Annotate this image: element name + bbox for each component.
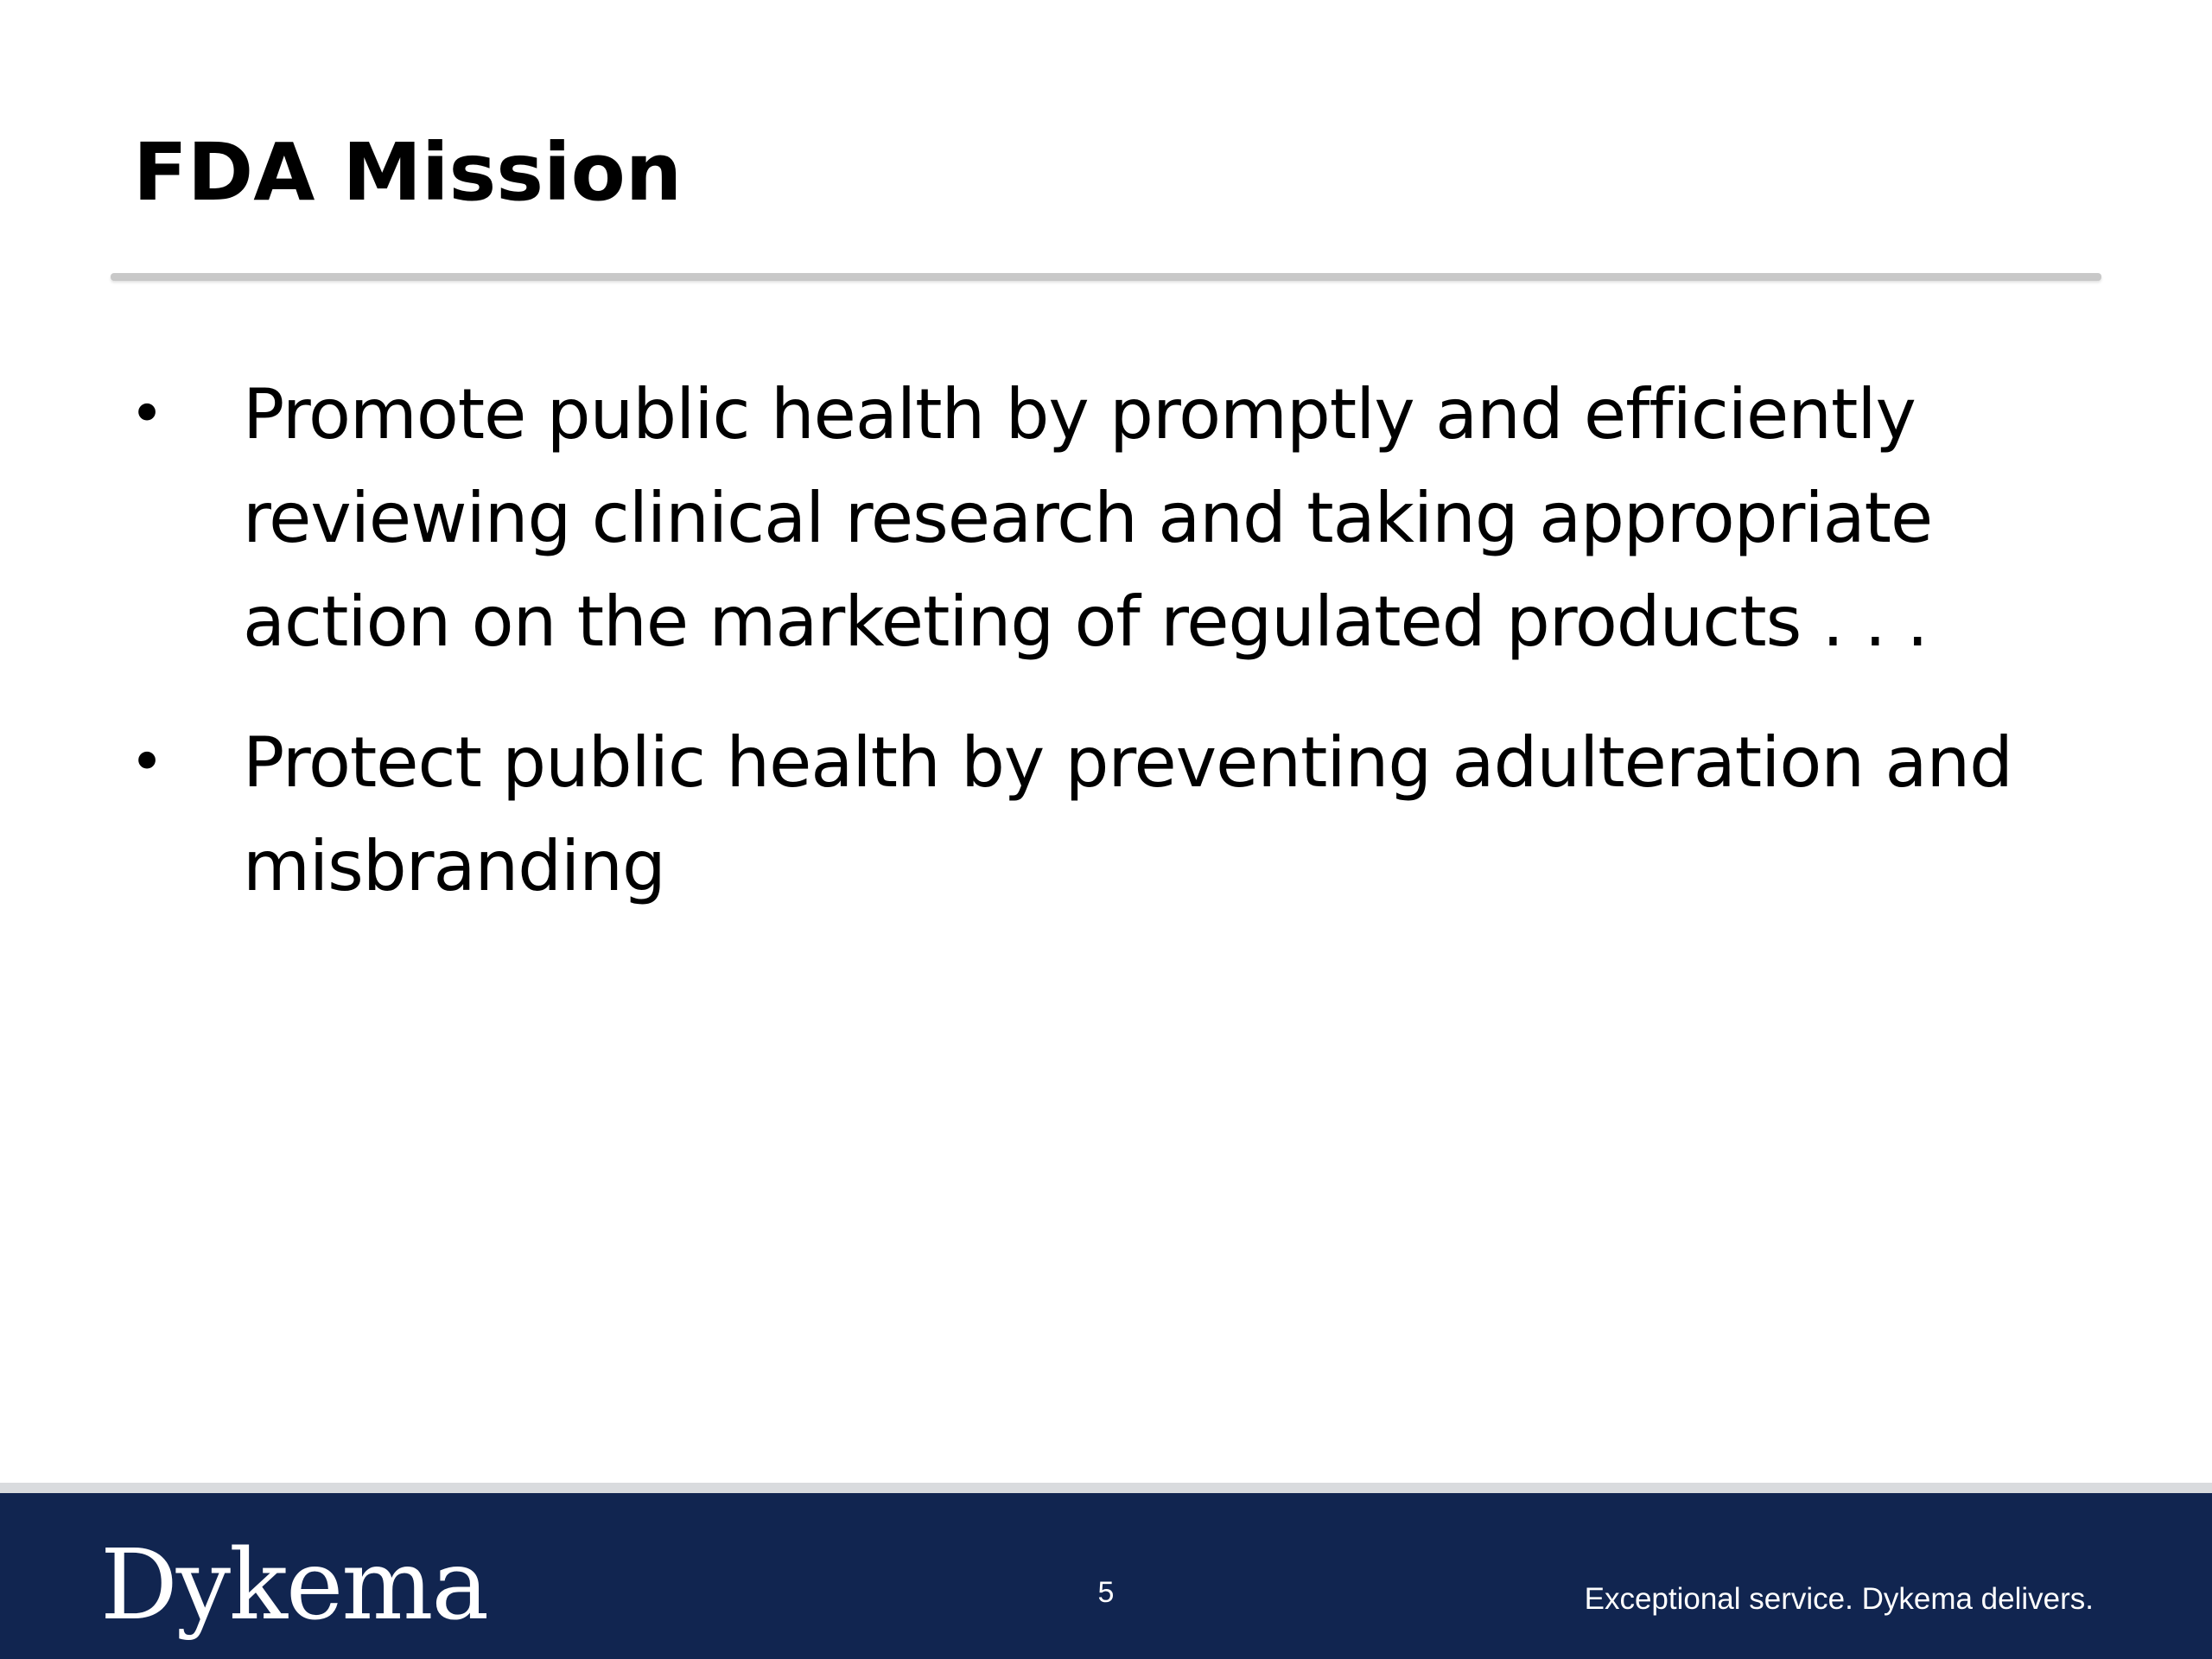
- slide-title: FDA Mission: [133, 126, 683, 219]
- bullet-line: Protect public health by preventing adulteration and: [243, 722, 2012, 803]
- bullet-line: reviewing clinical research and taking appropriate: [243, 478, 1933, 558]
- bullet-line: misbranding: [243, 826, 665, 906]
- footer-tagline: Exceptional service. Dykema delivers.: [1584, 1582, 2094, 1616]
- bullet-marker: •: [130, 380, 165, 448]
- bullet-line: Promote public health by promptly and efficiently: [243, 374, 1916, 454]
- bullet-marker: •: [130, 728, 165, 797]
- page-number: 5: [1097, 1576, 1115, 1609]
- bullet-text: [243, 711, 2135, 918]
- dykema-logo: Dykema: [100, 1529, 488, 1642]
- title-divider: [111, 273, 2101, 281]
- bullet-line: action on the marketing of regulated products . . .: [243, 582, 1928, 662]
- bullet-text: [243, 363, 2135, 674]
